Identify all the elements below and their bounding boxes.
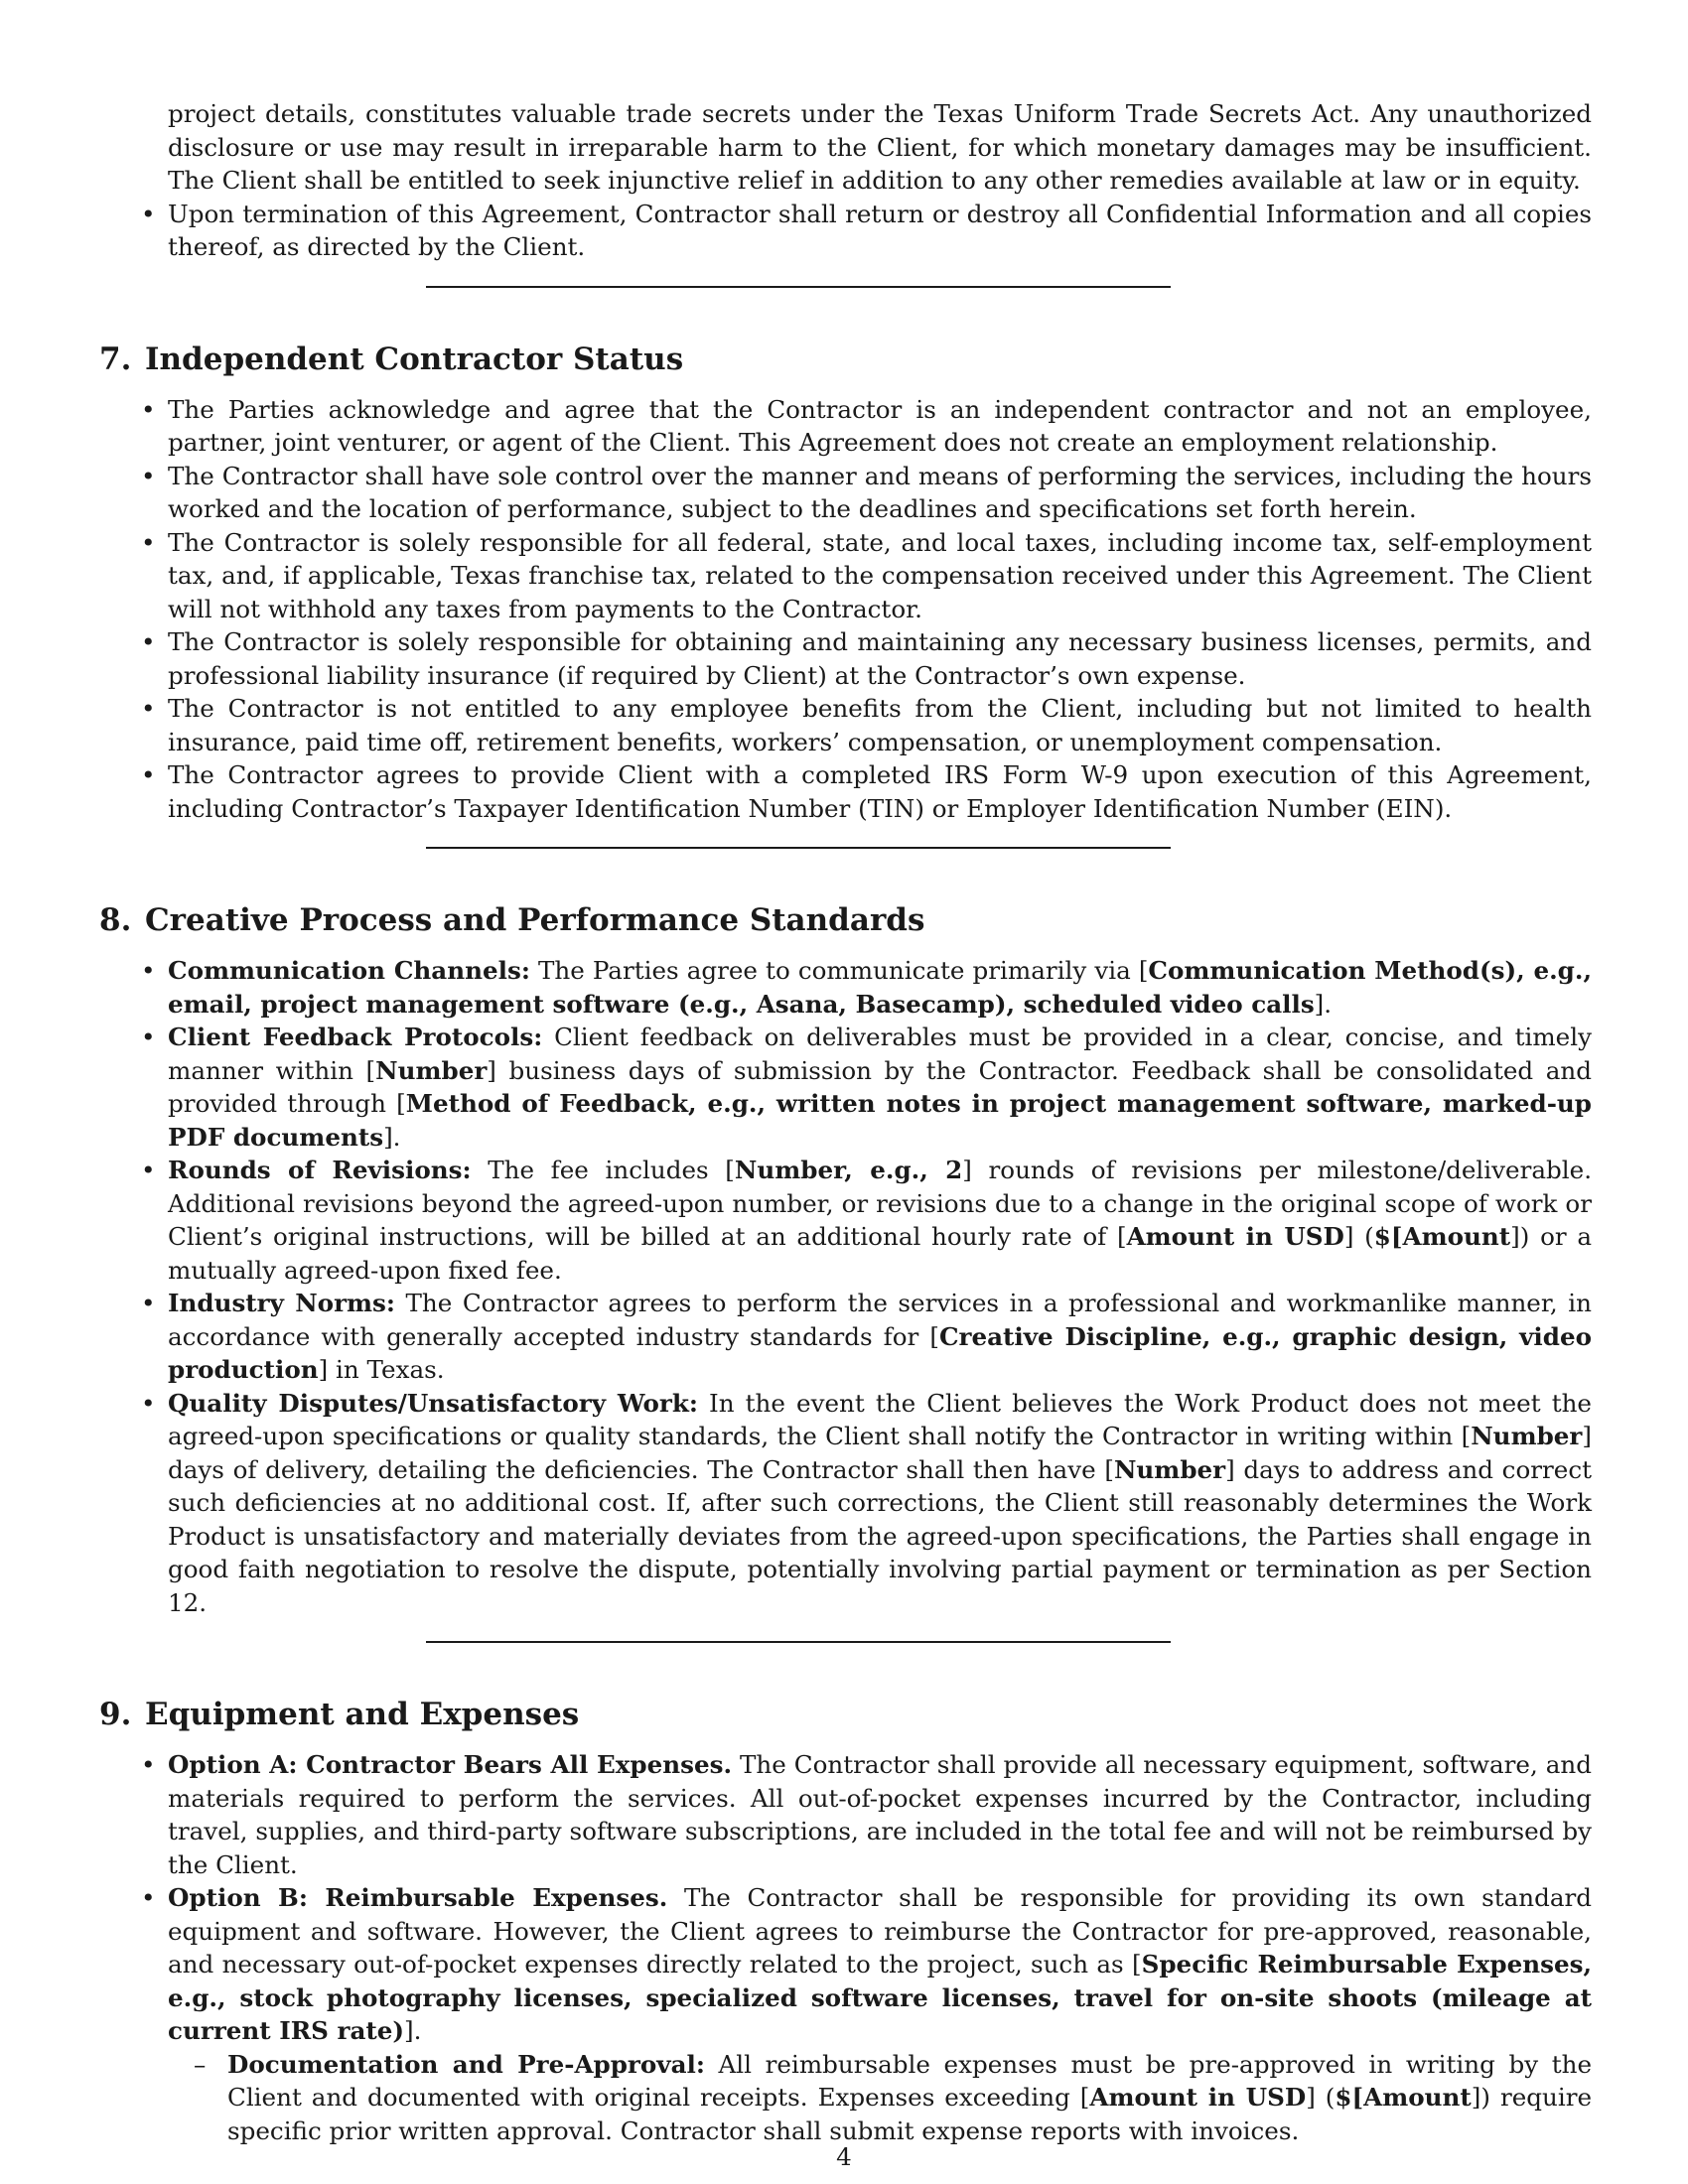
placeholder: $[Amount — [1335, 2083, 1472, 2112]
placeholder: Amount in USD — [1126, 1222, 1344, 1251]
placeholder: $[Amount — [1373, 1222, 1511, 1251]
placeholder: Number — [375, 1055, 488, 1085]
section-divider — [426, 286, 1171, 288]
continued-paragraph: project details, constitutes valuable trade secrets under the Texas Uniform Trade Secrets Act. Any unauthorized disclosure or use may result in irreparable harm to the Client, for which monetary damages may be insufficient. The Client shall be entitled to seek injunctive relief in addition to any other remedies available at law or in equity. — [168, 99, 1592, 195]
sub-list-item-documentation: – Documentation and Pre-Approval: All reimbursable expenses must be pre-approved in writing by the Client and documented with original receipts. Expenses exceeding [Amount in USD] ($[Amount]) require specific prior written approval. Contractor shall submit expense reports with invoices. — [168, 2048, 1592, 2148]
placeholder: Creative Discipline, e.g., graphic design, video production — [168, 1321, 1592, 1384]
list-item-quality: • Quality Disputes/Unsatisfactory Work: In the event the Client believes the Work Product does not meet the agreed-upon specifications or quality standards, the Client shall notify the Contractor in writing within [Number] days of delivery, detailing the deficiencies. The Contractor shall then have [Number] days to address and correct such deficiencies at no additional cost. If, after such corrections, the Client still reasonably determines the Work Product is unsatisfactory and materially deviates from the agreed-upon specifications, the Parties shall engage in good faith negotiation to resolve the dispute, potentially involving partial payment or termination as per Section 12. — [99, 1387, 1592, 1620]
page-number: 4 — [836, 2142, 852, 2171]
section-number: 7. — [99, 341, 132, 377]
section-number: 8. — [99, 902, 132, 938]
section-7-list — [99, 393, 1592, 826]
list-item-communication: • Communication Channels: The Parties agree to communicate primarily via [Communication Method(s), e.g., email, project management software (e.g., Asana, Basecamp), scheduled video calls]. — [99, 954, 1592, 1021]
intro-bullet-list — [99, 198, 1592, 264]
list-item: • The Contractor is solely responsible for all federal, state, and local taxes, including income tax, self-employment tax, and, if applicable, Texas franchise tax, related to the compensation received under this Agreement. The Client will not withhold any taxes from payments to the Contractor. — [99, 526, 1592, 626]
item-label: Quality Disputes/Unsatisfactory Work: — [168, 1388, 698, 1418]
item-label: Documentation and Pre-Approval: — [227, 2049, 705, 2079]
page-content — [99, 97, 1592, 2147]
placeholder: Number, e.g., 2 — [734, 1156, 963, 1184]
placeholder: Number — [1113, 1454, 1226, 1484]
list-item-option-b: • Option B: Reimbursable Expenses. The Contractor shall be responsible for providing its own standard equipment and software. However, the Client agrees to reimburse the Contractor for pre-approved, reasonable, and necessary out-of-pocket expenses directly related to the project, such as [Specific Reimbursable Expenses, e.g., stock photography licenses, specialized software licenses, travel for on-site shoots (mileage at current IRS rate)]. – Documentation and Pre-Approval: All reimbursable expenses must be pre-approved in writing by the Client and documented with original receipts. Expenses exceeding [Amount in USD] ($[Amount]) require specific prior written approval. Contractor shall submit expense reports with invoices. — [99, 1881, 1592, 2147]
item-label: Industry Norms: — [168, 1289, 395, 1317]
list-item: • Upon termination of this Agreement, Contractor shall return or destroy all Confidential Information and all copies thereof, as directed by the Client. — [99, 198, 1592, 264]
placeholder: Communication Method(s), e.g., email, project management software (e.g., Asana, Basecamp), scheduled video calls — [168, 956, 1593, 1019]
item-label: Communication Channels: — [168, 956, 530, 985]
list-item-industry-norms: • Industry Norms: The Contractor agrees to perform the services in a professional and workmanlike manner, in accordance with generally accepted industry standards for [Creative Discipline, e.g., graphic design, video production] in Texas. — [99, 1287, 1592, 1387]
sub-list — [168, 2048, 1592, 2148]
section-number: 9. — [99, 1697, 132, 1732]
section-title: Equipment and Expenses — [145, 1697, 580, 1732]
list-item-feedback: • Client Feedback Protocols: Client feedback on deliverables must be provided in a clear, concise, and timely manner within [Number] business days of submission by the Contractor. Feedback shall be consolidated and provided through [Method of Feedback, e.g., written notes in project management software, marked-up PDF documents]. — [99, 1021, 1592, 1154]
item-label: Rounds of Revisions: — [168, 1156, 472, 1184]
section-heading-9 — [99, 1695, 1592, 1734]
section-heading-7 — [99, 340, 1592, 379]
section-divider — [426, 1641, 1171, 1643]
list-item: • The Contractor is not entitled to any employee benefits from the Client, including but not limited to health insurance, paid time off, retirement benefits, workers’ compensation, or unemployment compensation. — [99, 692, 1592, 758]
placeholder: Number — [1471, 1422, 1583, 1450]
section-heading-8 — [99, 900, 1592, 940]
item-label: Client Feedback Protocols: — [168, 1023, 543, 1051]
list-item: • The Parties acknowledge and agree that the Contractor is an independent contractor and not an employee, partner, joint venturer, or agent of the Client. This Agreement does not create an employment relationship. — [99, 393, 1592, 460]
section-divider — [426, 847, 1171, 849]
item-label: Option A: Contractor Bears All Expenses. — [168, 1750, 733, 1779]
list-item-revisions: • Rounds of Revisions: The fee includes [Number, e.g., 2] rounds of revisions per milestone/deliverable. Additional revisions beyond the agreed-upon number, or revisions due to a change in the original scope of work or Client’s original instructions, will be billed at an additional hourly rate of [Amount in USD] ($[Amount]) or a mutually agreed-upon fixed fee. — [99, 1154, 1592, 1287]
section-9-list — [99, 1748, 1592, 2147]
section-title: Creative Process and Performance Standards — [145, 902, 925, 938]
item-label: Option B: Reimbursable Expenses. — [168, 1883, 668, 1912]
section-8-list — [99, 954, 1592, 1619]
placeholder: Amount in USD — [1089, 2083, 1307, 2112]
list-item: • The Contractor is solely responsible for obtaining and maintaining any necessary business licenses, permits, and professional liability insurance (if required by Client) at the Contractor’s own expense. — [99, 625, 1592, 692]
section-title: Independent Contractor Status — [145, 341, 684, 377]
placeholder: Specific Reimbursable Expenses, e.g., stock photography licenses, specialized software licenses, travel for on-site shoots (mileage at current IRS rate) — [168, 1950, 1593, 2045]
list-item: • The Contractor agrees to provide Client with a completed IRS Form W-9 upon execution of this Agreement, including Contractor’s Taxpayer Identification Number (TIN) or Employer Identification Number (EIN). — [99, 758, 1592, 825]
list-item-option-a: • Option A: Contractor Bears All Expenses. The Contractor shall provide all necessary equipment, software, and materials required to perform the services. All out-of-pocket expenses incurred by the Contractor, including travel, supplies, and third-party software subscriptions, are included in the total fee and will not be reimbursed by the Client. — [99, 1748, 1592, 1881]
list-item: • The Contractor shall have sole control over the manner and means of performing the services, including the hours worked and the location of performance, subject to the deadlines and specifications set forth herein. — [99, 460, 1592, 526]
placeholder: Method of Feedback, e.g., written notes in project management software, marked-up PDF documents — [168, 1089, 1593, 1152]
